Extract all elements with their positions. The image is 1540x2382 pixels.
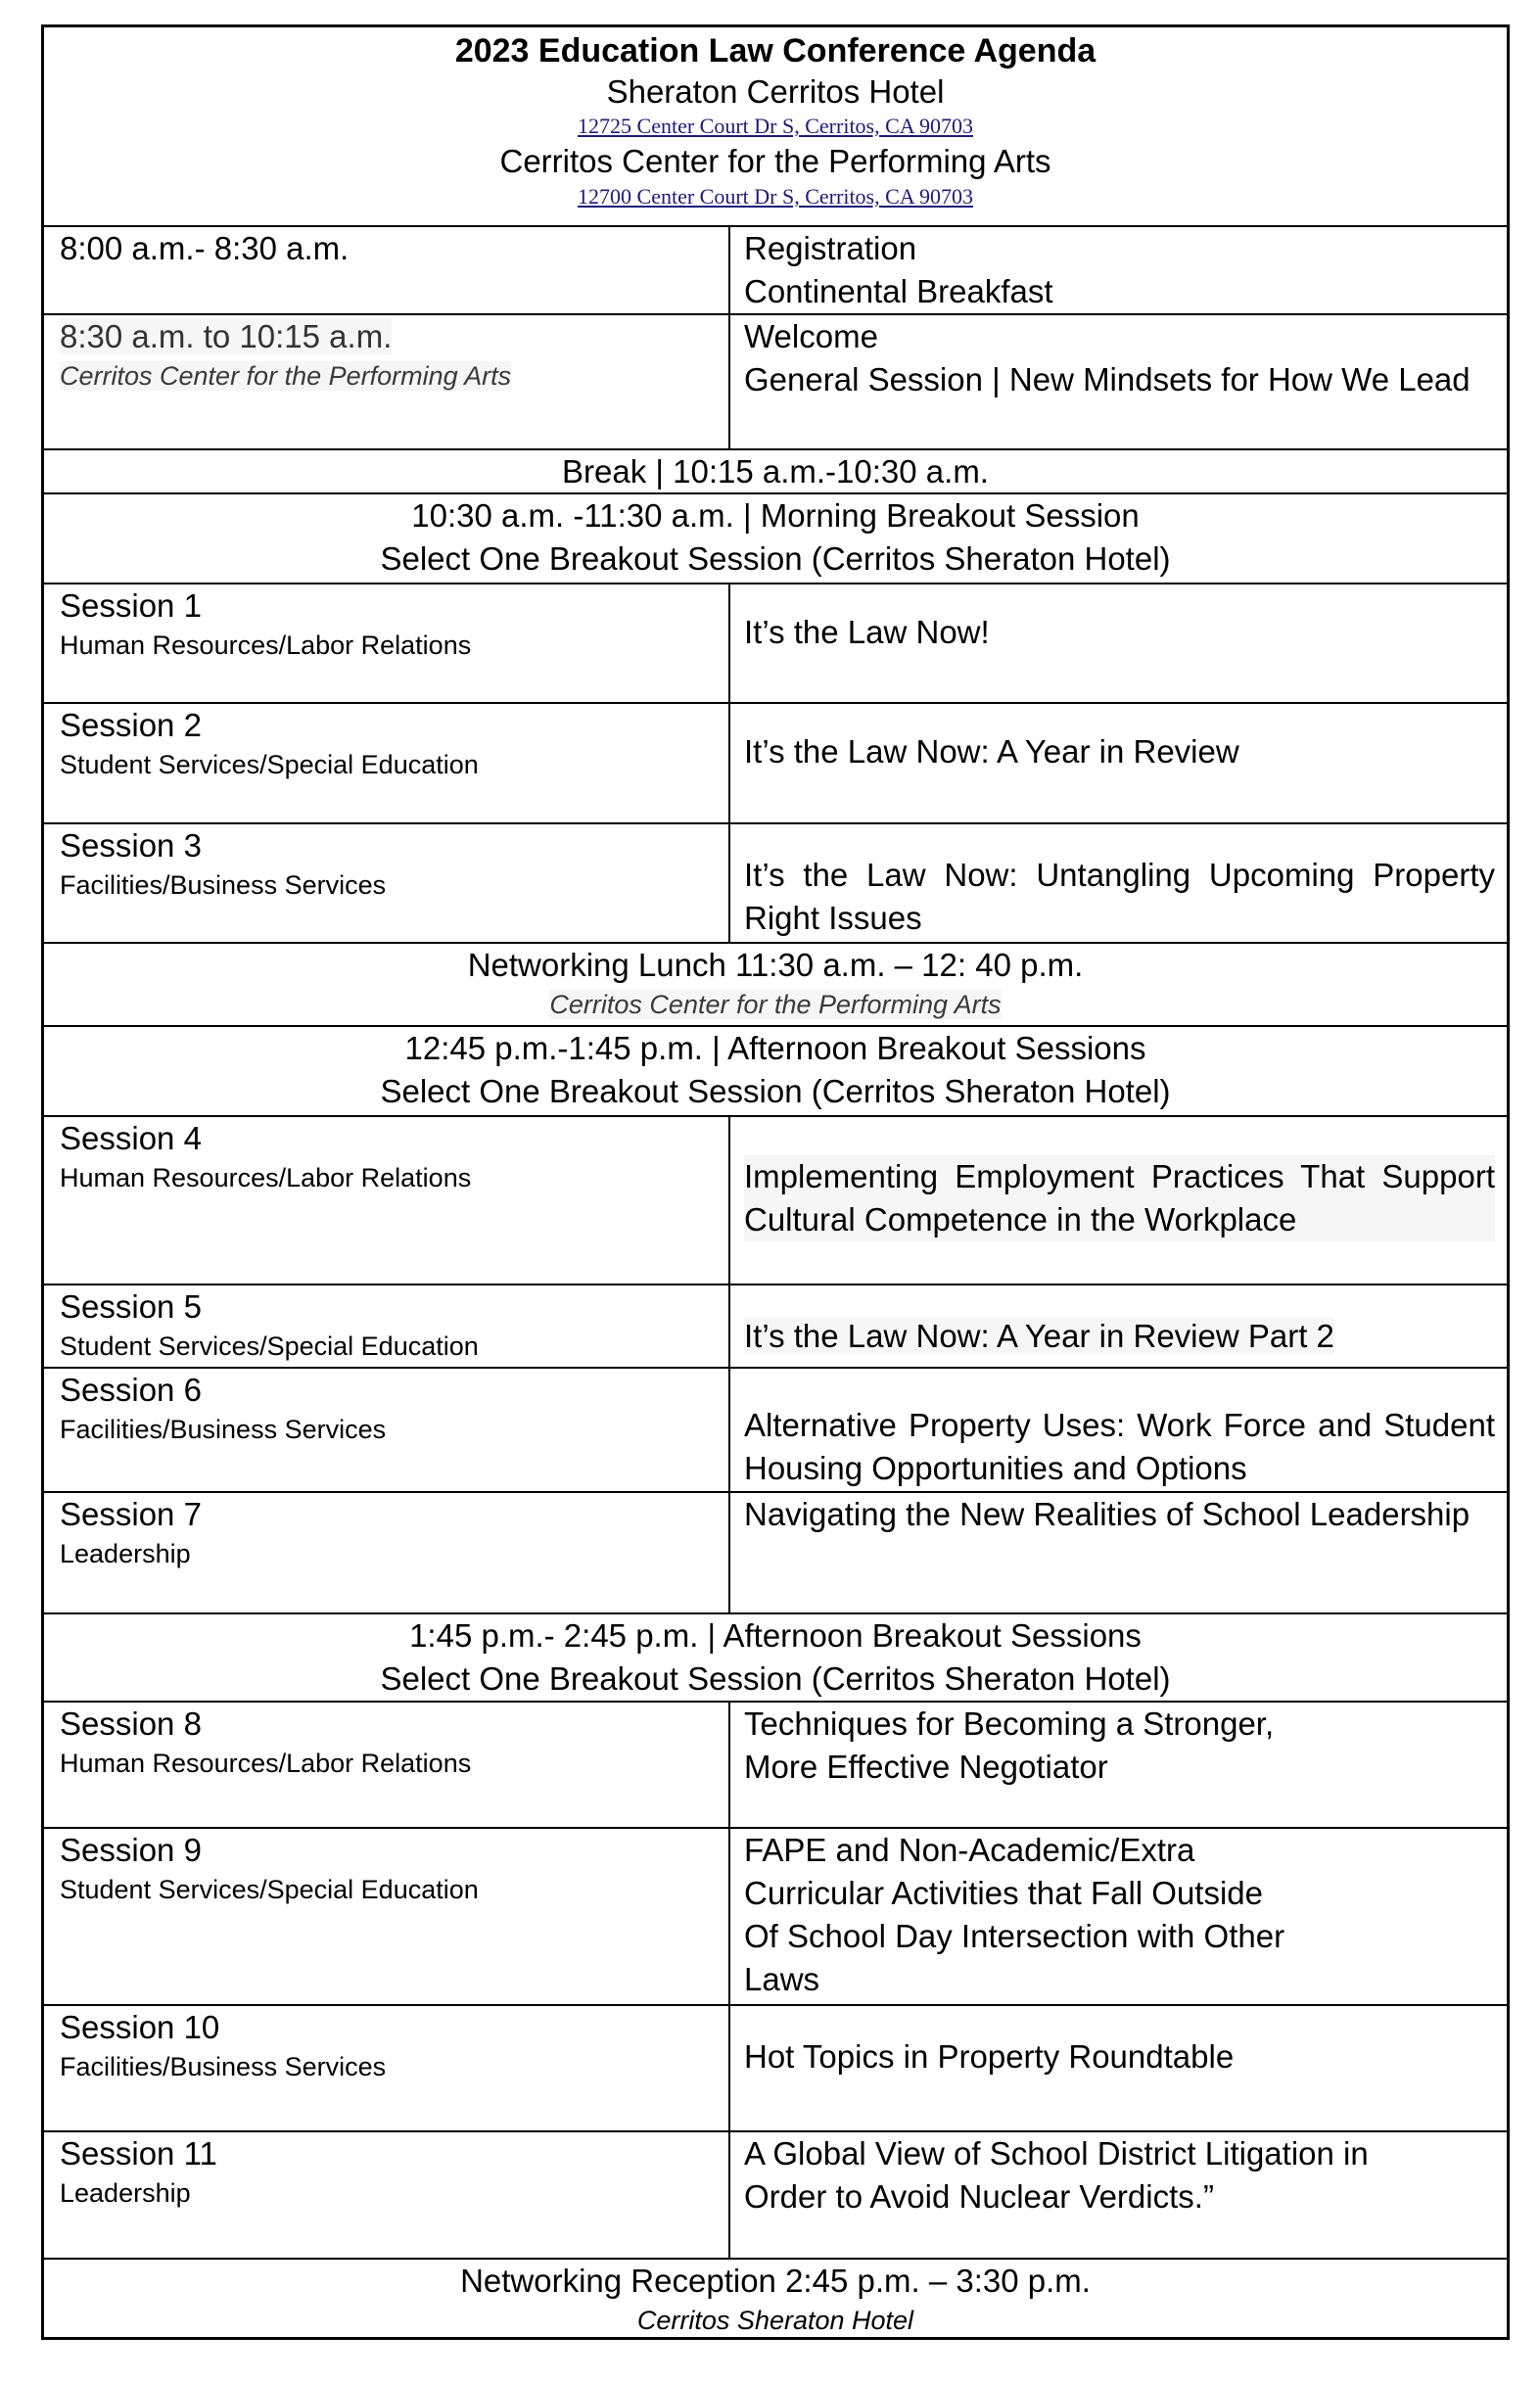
session-row — [44, 704, 1507, 824]
agenda-header — [44, 27, 1507, 227]
break-row — [44, 450, 1507, 494]
session-track: Facilities/Business Services — [60, 1415, 387, 1444]
reception-location: Cerritos Sheraton Hotel — [636, 2306, 914, 2335]
reception-label: Networking Reception 2:45 p.m. – 3:30 p.m. — [460, 2263, 1091, 2299]
session-name: Session 4 — [60, 1120, 202, 1156]
block-header — [44, 1614, 1507, 1703]
session-title-line: More Effective Negotiator — [744, 1749, 1108, 1785]
agenda-row — [44, 315, 1507, 450]
session-name: Session 1 — [60, 587, 202, 624]
break-label: Break | 10:15 a.m.-10:30 a.m. — [562, 453, 989, 490]
session-title: Implementing Employment Practices That Support Cultural Competence in the Workplace — [744, 1155, 1495, 1241]
session-title-line: Of School Day Intersection with Other — [744, 1918, 1285, 1954]
session-title-line: FAPE and Non-Academic/Extra — [744, 1832, 1195, 1868]
time-slot: 8:00 a.m.- 8:30 a.m. — [60, 230, 350, 266]
session-title-line: A Global View of School District Litigation in — [744, 2135, 1369, 2172]
block-heading: 12:45 p.m.-1:45 p.m. | Afternoon Breakout Sessions — [404, 1030, 1146, 1066]
block-header — [44, 494, 1507, 584]
session-track: Facilities/Business Services — [60, 870, 387, 900]
event-title: General Session | New Mindsets for How We Lead — [744, 361, 1470, 397]
session-row — [44, 584, 1507, 704]
session-name: Session 7 — [60, 1496, 202, 1532]
session-row — [44, 1829, 1507, 2006]
lunch-row — [44, 944, 1507, 1027]
session-row — [44, 1369, 1507, 1493]
session-row — [44, 2006, 1507, 2132]
session-name: Session 3 — [60, 827, 202, 864]
agenda-row — [44, 227, 1507, 315]
session-track: Facilities/Business Services — [60, 2052, 387, 2081]
session-row — [44, 1117, 1507, 1285]
block-header — [44, 1027, 1507, 1117]
venue-name: Sheraton Cerritos Hotel — [606, 73, 945, 110]
session-name: Session 10 — [60, 2009, 220, 2045]
session-row — [44, 824, 1507, 944]
session-name: Session 9 — [60, 1832, 202, 1868]
session-name: Session 8 — [60, 1705, 202, 1742]
block-subheading: Select One Breakout Session (Cerritos Sheraton Hotel) — [380, 1660, 1171, 1697]
session-track: Student Services/Special Education — [60, 1875, 479, 1904]
session-track: Human Resources/Labor Relations — [60, 631, 472, 660]
block-heading: 1:45 p.m.- 2:45 p.m. | Afternoon Breakout Sessions — [409, 1617, 1142, 1654]
session-title: It’s the Law Now: A Year in Review Part 2 — [744, 1318, 1334, 1354]
session-name: Session 5 — [60, 1288, 202, 1325]
session-title-line: Techniques for Becoming a Stronger, — [744, 1705, 1275, 1742]
session-row — [44, 1493, 1507, 1614]
event-location: Cerritos Center for the Performing Arts — [60, 361, 512, 391]
session-row — [44, 2132, 1507, 2260]
event-title: Registration — [744, 230, 917, 266]
session-name: Session 6 — [60, 1372, 202, 1408]
session-name: Session 11 — [60, 2135, 217, 2172]
session-track: Leadership — [60, 1539, 191, 1568]
event-title: Continental Breakfast — [744, 273, 1053, 309]
session-title: It’s the Law Now: A Year in Review — [744, 733, 1239, 770]
session-title: Navigating the New Realities of School Leadership — [744, 1496, 1470, 1532]
event-title: Welcome — [744, 318, 878, 354]
venue-address-link[interactable]: 12725 Center Court Dr S, Cerritos, CA 90703 — [578, 114, 973, 138]
session-track: Student Services/Special Education — [60, 750, 479, 779]
block-subheading: Select One Breakout Session (Cerritos Sheraton Hotel) — [380, 540, 1171, 577]
session-track: Leadership — [60, 2178, 191, 2208]
reception-row — [44, 2260, 1507, 2340]
venue-name: Cerritos Center for the Performing Arts — [499, 143, 1051, 179]
session-title-line: Order to Avoid Nuclear Verdicts.” — [744, 2178, 1214, 2215]
lunch-location: Cerritos Center for the Performing Arts — [549, 990, 1002, 1019]
session-title-line: Laws — [744, 1961, 820, 1997]
session-title: It’s the Law Now: Untangling Upcoming Property Right Issues — [744, 857, 1495, 936]
agenda-table — [41, 24, 1510, 2340]
block-subheading: Select One Breakout Session (Cerritos Sheraton Hotel) — [380, 1073, 1171, 1109]
session-title: Alternative Property Uses: Work Force and Student Housing Opportunities and Options — [744, 1407, 1495, 1486]
session-title-line: Hot Topics in Property Roundtable — [744, 2038, 1235, 2075]
venue-address-link[interactable]: 12700 Center Court Dr S, Cerritos, CA 90703 — [578, 184, 973, 209]
session-track: Student Services/Special Education — [60, 1331, 479, 1361]
session-row — [44, 1285, 1507, 1369]
time-slot: 8:30 a.m. to 10:15 a.m. — [60, 318, 393, 354]
session-name: Session 2 — [60, 707, 202, 743]
lunch-label: Networking Lunch 11:30 a.m. – 12: 40 p.m. — [467, 947, 1084, 983]
session-track: Human Resources/Labor Relations — [60, 1163, 472, 1192]
session-title: It’s the Law Now! — [744, 614, 990, 650]
session-track: Human Resources/Labor Relations — [60, 1749, 472, 1778]
block-heading: 10:30 a.m. -11:30 a.m. | Morning Breakout Session — [411, 497, 1140, 534]
page-title: 2023 Education Law Conference Agenda — [454, 32, 1097, 70]
session-title-line: Curricular Activities that Fall Outside — [744, 1875, 1264, 1911]
session-row — [44, 1703, 1507, 1829]
